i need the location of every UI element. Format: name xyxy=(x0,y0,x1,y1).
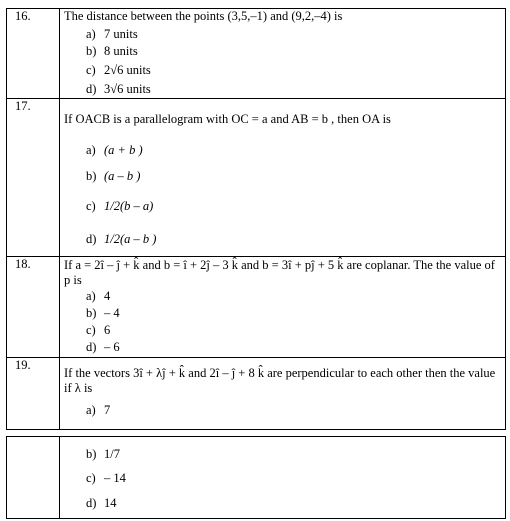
option-c: c) – 14 xyxy=(86,471,126,485)
question-number: 16. xyxy=(7,9,60,99)
option-c: c) 2√6 units xyxy=(86,63,151,77)
option-b: b) 1/7 xyxy=(86,447,120,461)
question-row-19 xyxy=(7,358,506,430)
question-content xyxy=(60,257,506,358)
option-b: b) 8 units xyxy=(86,44,138,58)
option-a: a) 4 xyxy=(86,289,111,303)
option-d: d) – 6 xyxy=(86,340,120,354)
question-number-blank xyxy=(7,437,60,519)
question-stem: If the vectors 3î + λĵ + k̂ and 2î – ĵ + 8 k̂ are perpendicular to each other then the value if λ is xyxy=(64,366,496,395)
question-content xyxy=(60,99,506,257)
option-a: a) 7 units xyxy=(86,27,138,41)
question-stem: The distance between the points (3,5,–1) and (9,2,–4) is xyxy=(64,9,343,23)
question-row-18 xyxy=(7,257,506,358)
option-c: c) 6 xyxy=(86,323,111,337)
question-content xyxy=(60,437,506,519)
question-row-17 xyxy=(7,99,506,257)
option-c: c) 1/2(b – a) xyxy=(86,199,154,213)
question-stem: If OACB is a parallelogram with OC = a and AB = b , then OA is xyxy=(64,112,391,126)
option-a: a) 7 xyxy=(86,403,111,417)
question-content xyxy=(60,9,506,99)
question-row-16 xyxy=(7,9,506,99)
question-stem: If a = 2î – ĵ + k̂ and b = î + 2ĵ – 3 k̂ and b = 3î + pĵ + 5 k̂ are coplanar. The the value of p is xyxy=(64,258,495,287)
question-number: 18. xyxy=(7,257,60,358)
option-d: d) 14 xyxy=(86,496,117,510)
option-b: b) (a – b ) xyxy=(86,169,141,183)
questions-table xyxy=(6,8,506,430)
question-row-19-continued xyxy=(7,437,506,519)
option-d: d) 3√6 units xyxy=(86,82,151,96)
option-b: b) – 4 xyxy=(86,306,120,320)
option-a: a) (a + b ) xyxy=(86,143,143,157)
question-number: 17. xyxy=(7,99,60,257)
option-d: d) 1/2(a – b ) xyxy=(86,232,157,246)
question-number: 19. xyxy=(7,358,60,430)
question-content xyxy=(60,358,506,430)
continuation-table xyxy=(6,436,506,519)
